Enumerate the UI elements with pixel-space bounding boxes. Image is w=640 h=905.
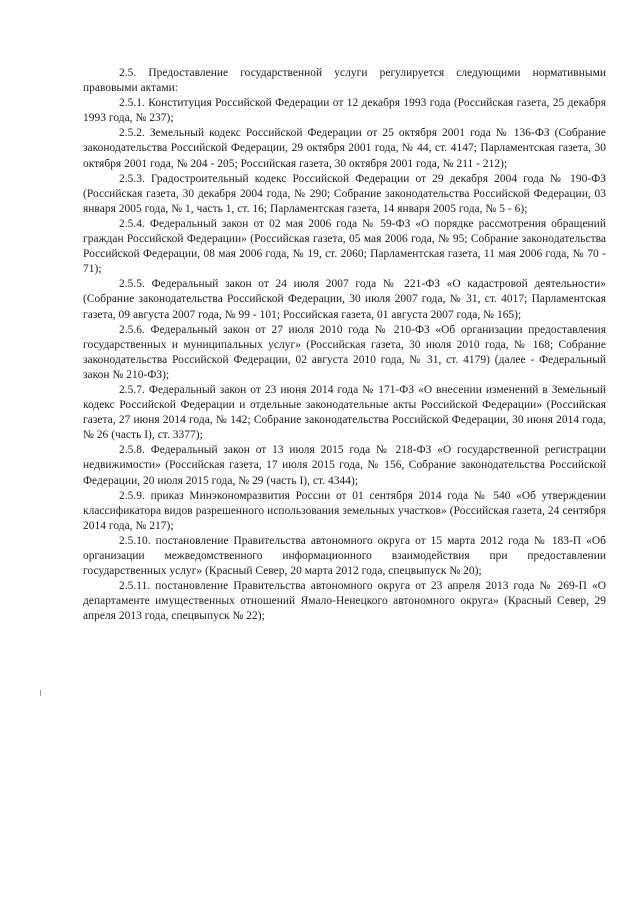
paragraph-2-5-7: 2.5.7. Федеральный закон от 23 июня 2014 года № 171-ФЗ «О внесении изменений в Земельный кодекс Российской Федерации и отдельные законодательные акты Российской Федерации» (Российская газета, 27 июня 2014 года, № 142; Собрание законодательства Российской Федерации, 30 июня 2014 года, № 26 (часть I), ст. 3377); [83,383,606,442]
paragraph-2-5-1: 2.5.1. Конституция Российской Федерации от 12 декабря 1993 года (Российская газета, 25 декабря 1993 года, № 237); [83,97,606,125]
paragraph-2-5-6: 2.5.6. Федеральный закон от 27 июля 2010 года № 210-ФЗ «Об организации предоставления государственных и муниципальных услуг» (Российская газета, 30 июля 2010 года, № 168; Собрание законодательства Российской Федерации, 02 августа 2010 года, № 31, ст. 4179) (далее - Федеральный закон № 210-ФЗ); [83,323,606,381]
paragraph-2-5-10: 2.5.10. постановление Правительства автономного округа от 15 марта 2012 года № 183-П «Об организации межведомственного информационного взаимодействия при предоставлении государственных услуг» (Красный Север, 20 марта 2012 года, спецвыпуск № 20); [83,534,606,578]
paragraph-2-5-2: 2.5.2. Земельный кодекс Российской Федерации от 25 октября 2001 года № 136-ФЗ (Собрание законодательства Российской Федерации, 29 октября 2001 года, № 44, ст. 4147; Парламентская газета, 30 октября 2001 года, № 204 - 205; Российская газета, 30 октября 2001 года, № 211 - 212); [83,127,606,170]
paragraph-2-5-8: 2.5.8. Федеральный закон от 13 июля 2015 года № 218-ФЗ «О государственной регистрации недвижимости» (Российская газета, 17 июля 2015 года, № 156, Собрание законодательства Российской Федерации, 20 июля 2015 года, № 29 (часть I), ст. 4344); [83,444,606,487]
paragraph-2-5-3: 2.5.3. Градостроительный кодекс Российской Федерации от 29 декабря 2004 года № 190-ФЗ (Российская газета, 30 декабря 2004 года, № 290; Собрание законодательства Российской Федерации, 03 января 2005 года, № 1, часть 1, ст. 16; Парламентская газета, 14 января 2005 года, № 5 - 6); [83,172,606,215]
paragraph-2-5-9: 2.5.9. приказ Минэкономразвития России от 01 сентября 2014 года № 540 «Об утверждении классификатора видов разрешенного использования земельных участков» (Российская газета, 24 сентября 2014 года, № 217); [83,489,606,532]
scan-margin-mark [40,690,41,696]
paragraph-2-5-5: 2.5.5. Федеральный закон от 24 июля 2007 года № 221-ФЗ «О кадастровой деятельности» (Собрание законодательства Российской Федерации, 30 июля 2007 года, № 31, ст. 4017; Парламентская газета, 09 августа 2007 года, № 99 - 101; Российская газета, 01 августа 2007 года, № 165); [83,278,606,321]
paragraph-2-5-4: 2.5.4. Федеральный закон от 02 мая 2006 года № 59-ФЗ «О порядке рассмотрения обращений граждан Российской Федерации» (Российская газета, 05 мая 2006 года, № 95; Собрание законодательства Российской Федерации, 08 мая 2006 года, № 19, ст. 2060; Парламентская газета, 11 мая 2006 года, № 70 - 71); [83,217,606,276]
paragraph-2-5-11: 2.5.11. постановление Правительства автономного округа от 23 апреля 2013 года № 269-П «О департаменте имущественных отношений Ямало-Ненецкого автономного округа» (Красный Север, 29 апреля 2013 года, спецвыпуск № 22); [83,580,606,623]
paragraph-2-5: 2.5. Предоставление государственной услуги регулируется следующими нормативными правовыми актами: [83,67,606,95]
